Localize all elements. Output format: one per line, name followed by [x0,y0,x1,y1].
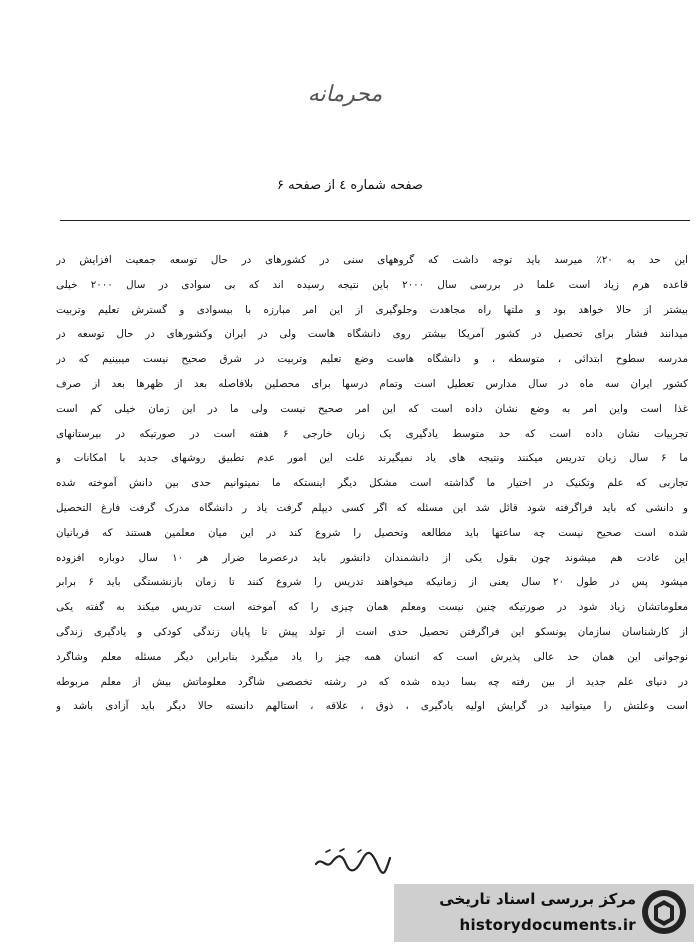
body-line: غذا است واین امر به وضع نشان داده است که این امر صحیح نیست ولی ما در این زمان خیلی کم است [56,402,688,415]
body-line: از کارشناسان سازمان یونسکو این فراگرفتن تحصیل حدی است از تولد پیش تا پایان زندگی کودکی و یادگیری زندگی [56,625,688,638]
archive-url: historydocuments.ir [459,916,636,934]
archive-name: مرکز بررسی اسناد تاریخی [439,890,636,908]
body-line: این عادت هم میشوند چون بقول یکی از دانشمندان دانشور باید درعصرما ضرار هر ۱۰ سال دوباره افزوده [56,551,688,564]
body-line: میشود پس در طول ۲۰ سال یعنی از زمانیکه میخواهند تدریس را شروع کنند تا زمان بازنشستگی باید ۶ برابر [56,576,688,589]
body-line: تجربیات نشان داده است که حد متوسط یادگیری یک زبان خارجی ۶ هفته است در صورتیکه در بیرستانهای [56,427,688,440]
body-line: کشور ایران سه ماه در سال مدارس تعطیل است وتمام درسها برای محصلین بلافاصله بعد از ظهرها بعد از صرف [56,377,688,390]
body-line: تجاربی که علم وتکنیک در اختیار ما گذاشته است مشکل دیگر اینستکه ما نمیتوانیم حدی بین دانش آموخته شده [56,477,688,490]
handwritten-signature [312,842,392,882]
archive-emblem-icon [640,888,688,936]
body-line: قاعده هرم زیاد است علما در بررسی سال ۲۰۰۰ باین نتیجه رسیده اند که بی سوادی در سال ۲۰۰۰ خیلی [56,278,688,291]
header-divider-line [60,220,690,221]
body-line: نوجوانی این همان حد عالی پذیرش است که انسان همه چیز را یاد میگیرد بنابراین دیگر مسئله معلم وشاگرد [56,650,688,663]
body-line: ما ۶ سال زبان تدریس میکنند ونتیجه های یاد نمیگیرند علت این امور عدم تطبیق روشهای جدید با امکانات و [56,452,688,465]
body-line: است وعلتش را میتوانید در گرایش اولیه یادگیری ، ذوق ، علاقه ، استالهم دانسته حالا دیگر باید آزادی باشد و [56,700,688,713]
body-line: میدانند فشار برای تحصیل در کشور آمریکا بیشتر روی دانشگاه هاست ولی در ایران وکشورهای در حال توسعه در [56,328,688,341]
body-line: بیشتر از حالا خواهد بود و ملتها راه مجاهدت وجلوگیری از این امر مبارزه با بیسوادی و گسترش تعلیم وتربیت [56,303,688,316]
page-number-heading: صفحه شماره ٤ از صفحه ۶ [277,178,423,193]
body-line: و دانشی که باید فراگرفته شود قائل شد این مسئله که اگر کسی دیپلم گرفت یاد ر دانشگاه مدرک گرفت فارغ التحصیل [56,501,688,514]
body-line: شده است صحیح نیست چه ساعتها باید مطالعه وتحصیل را شروع کند در این میان معلمین هستند که قربانیان [56,526,688,539]
body-line: در دنیای علم جدید از بین رفته چه بسا دیده شده که در رشته تخصصی شاگرد معلوماتش بیش از معلم مربوطه [56,675,688,688]
body-line: معلوماتشان زیاد شود در صورتیکه چنین نیست ومعلم همان چیزی را که آموخته است تدریس میکند به گفته یکی [56,601,688,614]
body-line: این حد به ۲۰٪ میرسد باید توجه داشت که گروههای سنی در کشورهای در حال توسعه جمعیت افزایش در [56,254,688,266]
document-body [56,248,688,719]
handwritten-classification-stamp: محرمانه [307,82,383,107]
body-line: مدرسه سطوح ابتدائی ، متوسطه ، و دانشگاه هاست وضع تعلیم وتربیت در شرق صحیح نیست میبینیم که در [56,353,688,366]
archive-watermark [394,884,694,942]
